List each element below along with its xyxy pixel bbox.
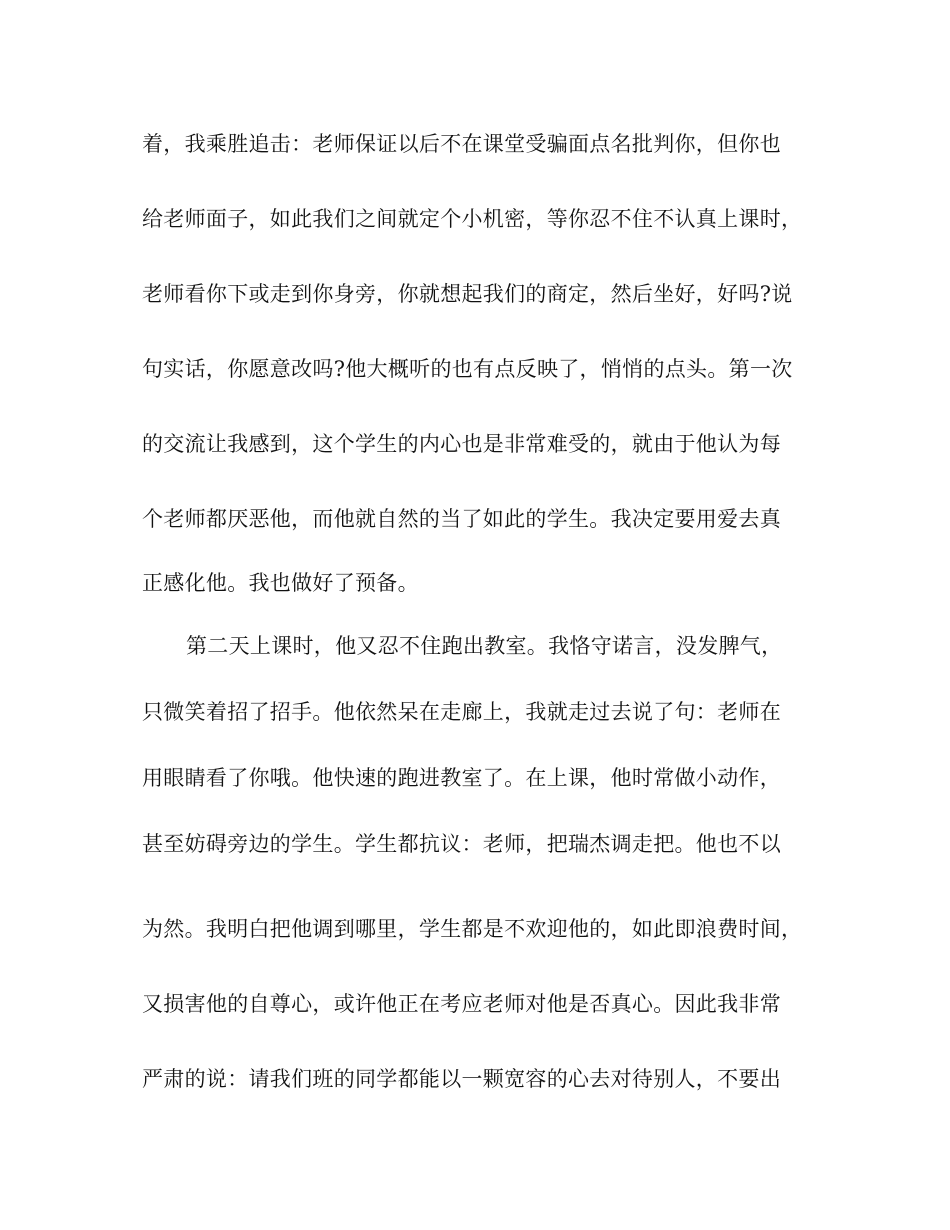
text-line: 给老师面子，如此我们之间就定个小机密，等你忍不住不认真上课时， bbox=[142, 207, 803, 231]
text-line: 正感化他。我也做好了预备。 bbox=[142, 571, 419, 595]
text-line: 为然。我明白把他调到哪里，学生都是不欢迎他的，如此即浪费时间， bbox=[142, 917, 803, 941]
paragraph-first-line: 第二天上课时，他又忍不住跑出教室。我恪守诺言，没发脾气， bbox=[186, 634, 783, 658]
text-line: 个老师都厌恶他，而他就自然的当了如此的学生。我决定要用爱去真 bbox=[142, 507, 781, 531]
text-line: 句实话，你愿意改吗?他大概听的也有点反映了，悄悄的点头。第一次 bbox=[142, 357, 793, 381]
text-line: 的交流让我感到，这个学生的内心也是非常难受的，就由于他认为每 bbox=[142, 432, 781, 456]
text-line: 只微笑着招了招手。他依然呆在走廊上，我就走过去说了句：老师在 bbox=[142, 700, 781, 724]
text-line: 着，我乘胜追击：老师保证以后不在课堂受骗面点名批判你，但你也 bbox=[142, 132, 781, 156]
text-line: 老师看你下或走到你身旁，你就想起我们的商定，然后坐好，好吗?说 bbox=[142, 282, 793, 306]
text-line: 严肃的说：请我们班的同学都能以一颗宽容的心去对待别人，不要出 bbox=[142, 1067, 781, 1091]
text-line: 又损害他的自尊心，或许他正在考应老师对他是否真心。因此我非常 bbox=[142, 992, 781, 1016]
text-line: 用眼睛看了你哦。他快速的跑进教室了。在上课，他时常做小动作， bbox=[142, 766, 781, 790]
text-line: 甚至妨碍旁边的学生。学生都抗议：老师，把瑞杰调走把。他也不以 bbox=[142, 832, 781, 856]
